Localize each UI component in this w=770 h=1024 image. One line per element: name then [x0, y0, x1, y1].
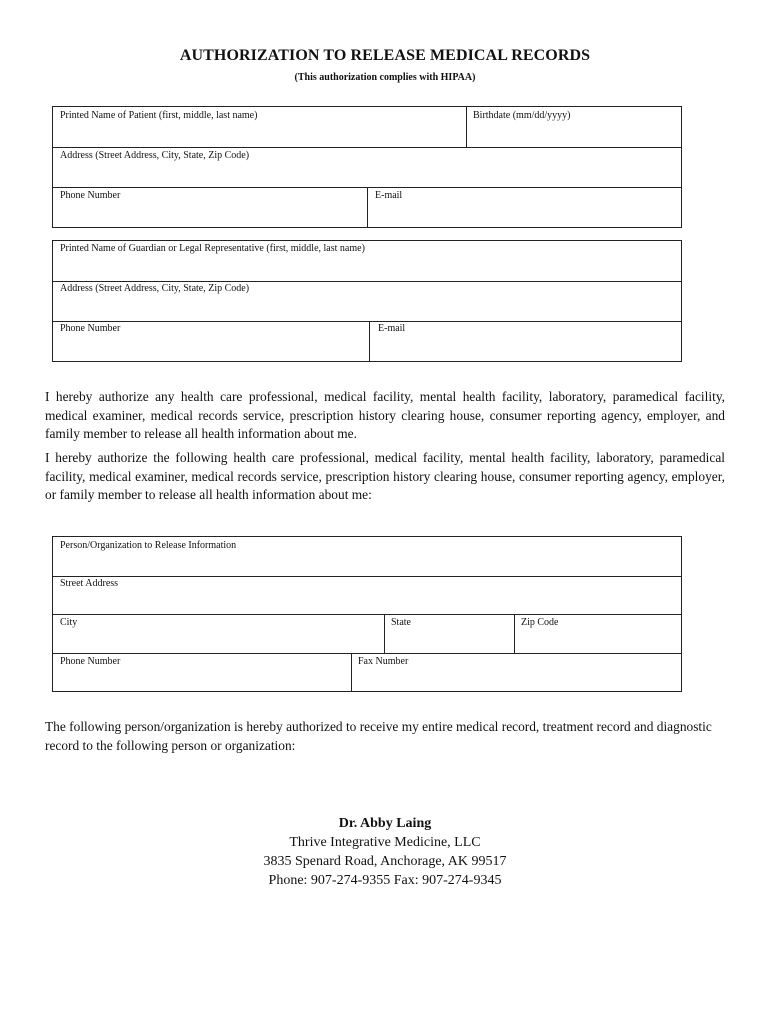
patient-info-form — [52, 106, 682, 228]
guardian-phone-label: Phone Number — [60, 323, 121, 334]
patient-name-field[interactable] — [53, 107, 466, 147]
patient-email-field[interactable] — [368, 188, 681, 227]
recipient-contact: Phone: 907-274-9355 Fax: 907-274-9345 — [268, 873, 502, 888]
patient-birthdate-field[interactable] — [467, 107, 681, 147]
guardian-address-label: Address (Street Address, City, State, Zip Code) — [60, 283, 250, 294]
guardian-name-field[interactable] — [53, 241, 681, 281]
guardian-email-field[interactable] — [370, 322, 681, 361]
document-title: AUTHORIZATION TO RELEASE MEDICAL RECORDS — [179, 47, 591, 64]
recipient-organization: Thrive Integrative Medicine, LLC — [289, 835, 481, 850]
release-state-label: State — [391, 617, 411, 628]
patient-address-label: Address (Street Address, City, State, Zip Code) — [60, 150, 250, 161]
patient-address-field[interactable] — [53, 148, 681, 187]
release-state-field[interactable] — [385, 615, 514, 653]
release-phone-field[interactable] — [53, 654, 351, 691]
guardian-address-field[interactable] — [53, 282, 681, 321]
release-street-label: Street Address — [60, 578, 119, 589]
recipient-name: Dr. Abby Laing — [338, 816, 432, 831]
release-zip-label: Zip Code — [521, 617, 559, 628]
release-org-field[interactable] — [53, 537, 681, 576]
release-city-field[interactable] — [53, 615, 384, 653]
patient-name-label: Printed Name of Patient (first, middle, last name) — [60, 110, 258, 121]
patient-email-label: E-mail — [375, 190, 403, 201]
guardian-info-form — [52, 240, 682, 362]
guardian-email-label: E-mail — [378, 323, 406, 334]
patient-birthdate-label: Birthdate (mm/dd/yyyy) — [473, 110, 571, 121]
release-org-label: Person/Organization to Release Information — [60, 540, 237, 551]
recipient-authorization-paragraph: The following person/organization is hereby authorized to receive my entire medical record, treatment record and diagnostic record to the following person or organization: — [45, 719, 712, 753]
guardian-name-label: Printed Name of Guardian or Legal Representative (first, middle, last name) — [60, 243, 365, 254]
release-party-form — [52, 536, 682, 692]
release-city-label: City — [60, 617, 78, 628]
authorization-paragraph-general: I hereby authorize any health care professional, medical facility, mental health facility, laboratory, paramedical facility, medical examiner, medical records service, prescription history clearing house, consumer reporting agency, employer, and family member to release all health information about me. — [45, 389, 725, 441]
document-subtitle: (This authorization complies with HIPAA) — [294, 72, 476, 83]
release-zip-field[interactable] — [515, 615, 681, 653]
guardian-phone-field[interactable] — [53, 322, 369, 361]
release-fax-field[interactable] — [352, 654, 681, 691]
release-street-field[interactable] — [53, 577, 681, 614]
release-fax-label: Fax Number — [358, 656, 409, 667]
authorization-paragraph-specific: I hereby authorize the following health care professional, medical facility, mental health facility, laboratory, paramedical facility, medical examiner, medical records service, prescription history clearing house, consumer reporting agency, employer, or family member to release all health information about me: — [45, 450, 725, 502]
patient-phone-label: Phone Number — [60, 190, 121, 201]
release-phone-label: Phone Number — [60, 656, 121, 667]
patient-phone-field[interactable] — [53, 188, 367, 227]
recipient-address: 3835 Spenard Road, Anchorage, AK 99517 — [263, 854, 507, 869]
